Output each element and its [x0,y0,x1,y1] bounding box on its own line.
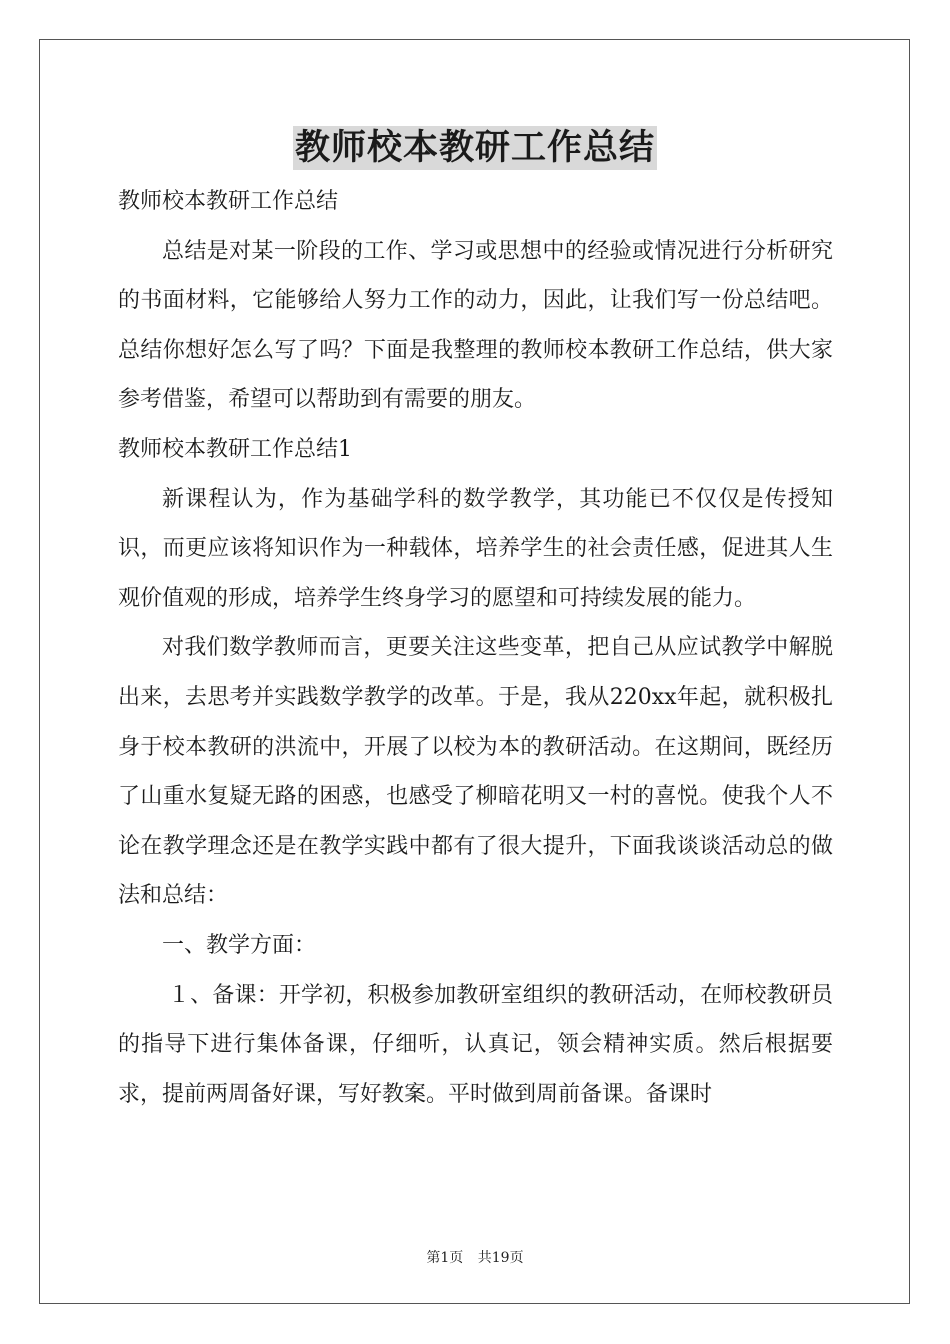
item-heading: 一、教学方面： [162,932,317,958]
document-body [118,177,833,1119]
paragraph-1: 新课程认为，作为基础学科的数学教学，其功能已不仅仅是传授知识，而更应该将知识作为一种载体，培养学生的社会责任感，促进其人生观价值观的形成，培养学生终身学习的愿望和可持续发展的能力。 [118,486,833,611]
item-1-paragraph: １、备课：开学初，积极参加教研室组织的教研活动，在师校教研员的指导下进行集体备课，仔细听，认真记，领会精神实质。然后根据要求，提前两周备好课，写好教案。平时做到周前备课。备课时 [118,982,833,1107]
page-footer [0,1247,950,1267]
document-title: 教师校本教研工作总结 [294,127,655,168]
document-subtitle: 教师校本教研工作总结 [118,189,339,214]
section-heading: 教师校本教研工作总结1 [118,436,352,462]
page-number: 第1页 [426,1250,464,1266]
title-container [0,126,950,170]
page-total: 共19页 [477,1250,524,1266]
intro-paragraph: 总结是对某一阶段的工作、学习或思想中的经验或情况进行分析研究的书面材料，它能够给人努力工作的动力，因此，让我们写一份总结吧。总结你想好怎么写了吗？下面是我整理的教师校本教研工作总结，供大家参考借鉴，希望可以帮助到有需要的朋友。 [118,238,833,413]
paragraph-2: 对我们数学教师而言，更要关注这些变革，把自己从应试教学中解脱出来，去思考并实践数学教学的改革。于是，我从220xx年起，就积极扎身于校本教研的洪流中，开展了以校为本的教研活动。在这期间，既经历了山重水复疑无路的困惑，也感受了柳暗花明又一村的喜悦。使我个人不论在教学理念还是在教学实践中都有了很大提升，下面我谈谈活动总的做法和总结： [118,635,833,909]
